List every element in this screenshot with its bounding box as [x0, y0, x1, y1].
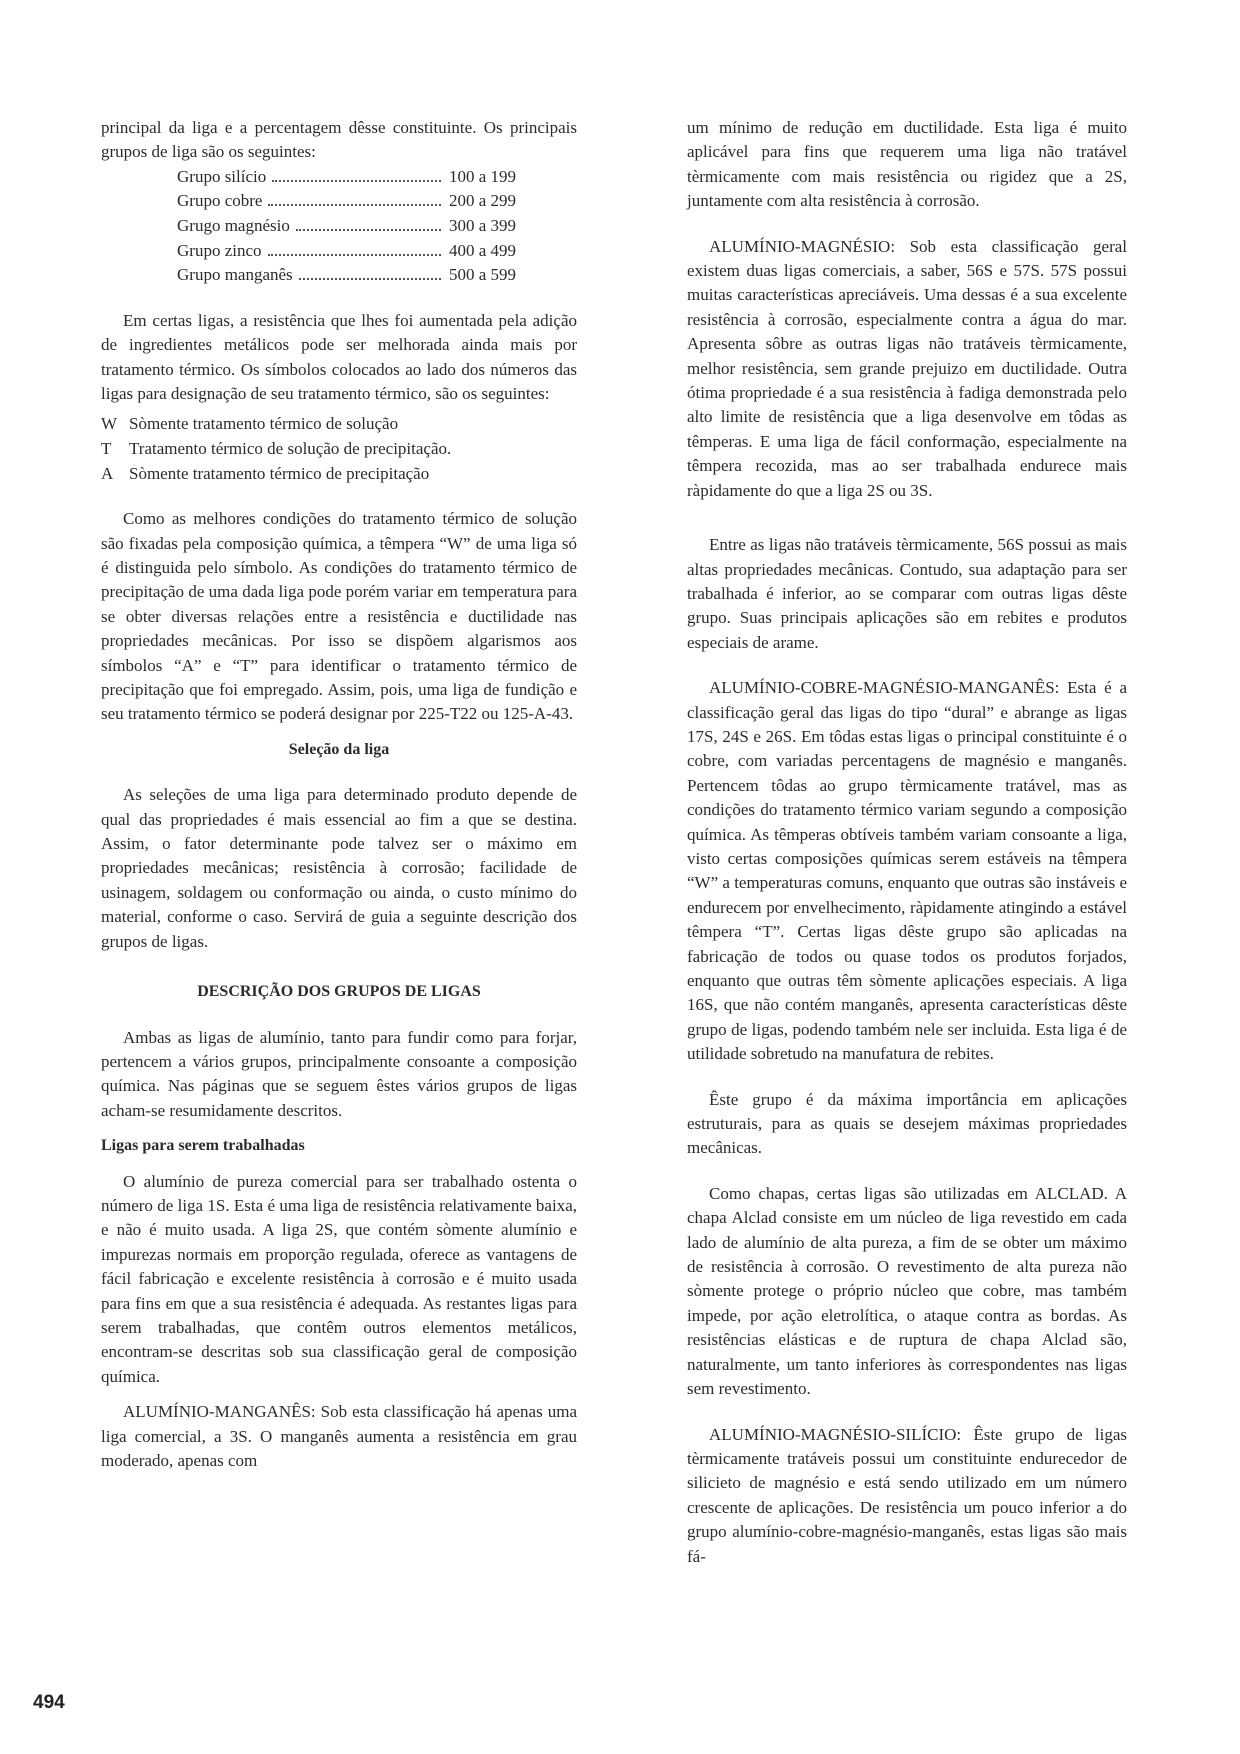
treatment-row: [101, 412, 577, 437]
section-heading-trabalhadas: Ligas para serem trabalhadas: [101, 1137, 305, 1155]
alloy-group-name: Grupo manganês: [177, 265, 293, 285]
treatment-code: A: [101, 463, 114, 483]
alloy-group-range: 200 a 299: [449, 191, 517, 211]
treatment-code: T: [101, 439, 112, 458]
section-heading-selecao: Seleção da liga: [288, 740, 390, 758]
section-heading-descricao: DESCRIÇÃO DOS GRUPOS DE LIGAS: [197, 983, 481, 1001]
alloy-group-row: [177, 239, 541, 264]
intro-paragraph: principal da liga e a percentagem dêsse constituinte. Os principais grupos de liga são os seguintes:: [101, 118, 577, 162]
leader-dots: [268, 254, 441, 256]
treatment-row: [101, 462, 577, 487]
treatment-code: W: [101, 414, 118, 434]
alloy-group-range: 400 a 499: [449, 240, 517, 260]
al-cu-mg-mn-paragraph: ALUMÍNIO-COBRE-MAGNÉSIO-MANGANÊS: Esta é a classificação geral das ligas do tipo “dural” e abrange as ligas 17S, 24S e 26S. Em tôdas estas ligas o principal constituinte é o cobre, com variadas percentagens de magnésio e manganês. Pertencem tôdas ao grupo tèrmicamente tratável, mas as condições do tratamento térmico variam segundo a composição química. As têmperas obtíveis também variam consoante a liga, visto certas composições químicas serem estáveis na têmpera “W” a temperaturas comuns, enquanto que outras são instáveis e endurecem por envelhecimento, ràpidamente atingindo a estável têmpera “T”. Certas ligas dêste grupo são aplicadas na fabricação de todos ou quase todos os produtos forjados, enquanto que outras têm sòmente aplicações especiais. A liga 16S, que não contém manganês, apresenta características dêste grupo de ligas, podendo também nele ser incluida. Esta liga é de utilidade sobretudo na manufatura de rebites.: [687, 678, 1127, 1064]
structural-paragraph: Êste grupo é da máxima importância em aplicações estruturais, para as quais se desejem máximas propriedades mecânicas.: [687, 1089, 1127, 1158]
alloy-group-name: Grugo magnésio: [177, 216, 290, 235]
groups-intro-paragraph: Ambas as ligas de alumínio, tanto para fundir como para forjar, pertencem a vários grupos, principalmente consoante a composição química. Nas páginas que se seguem êstes vários grupos de ligas acham-se resumidamente descritos.: [101, 1027, 577, 1120]
alloy-group-name: Grupo zinco: [177, 240, 262, 260]
leader-dots: [299, 278, 441, 280]
treatment-text: Sòmente tratamento térmico de solução: [129, 414, 399, 434]
alloy-group-range: 100 a 199: [449, 166, 517, 186]
left-column: [101, 116, 577, 1473]
right-column: [687, 116, 1127, 1569]
alloy-group-name: Grupo cobre: [177, 191, 263, 211]
al-mg-si-paragraph: ALUMÍNIO-MAGNÉSIO-SILÍCIO: Êste grupo de ligas tèrmicamente tratáveis possui um constituinte endurecedor de silicieto de magnésio e está sendo utilizado em um número crescente de aplicações. De resistência um pouco inferior a do grupo alumínio-cobre-magnésio-manganês, estas ligas são mais fá-: [687, 1424, 1127, 1566]
leader-dots: [272, 180, 441, 182]
alloy-group-row: [177, 189, 541, 214]
pure-aluminum-paragraph: O alumínio de pureza comercial para ser trabalhado ostenta o número de liga 1S. Esta é uma liga de resistência relativamente baixa, e não é muito usada. A liga 2S, que contém sòmente alumínio e impurezas normais em proporção regulada, oferece as vantagens de fácil fabricação e excelente resistência à corrosão e é muito usada para fins em que a sua resistência é adequada. As restantes ligas para serem trabalhadas, que contêm outros elementos metálicos, encontram-se descritas sob sua classificação geral de composição química.: [101, 1171, 577, 1386]
leader-dots: [268, 204, 441, 206]
alloy-group-range: 500 a 599: [449, 265, 517, 285]
treatment-text: Tratamento térmico de solução de precipitação.: [129, 439, 452, 458]
non-treatable-paragraph: Entre as ligas não tratáveis tèrmicamente, 56S possui as mais altas propriedades mecânicas. Contudo, sua adaptação para ser trabalhada é inferior, ao se comparar com outras ligas dêste grupo. Suas principais aplicações são em rebites e produtos especiais de arame.: [687, 535, 1127, 652]
al-mn-paragraph: ALUMÍNIO-MANGANÊS: Sob esta classificação há apenas uma liga comercial, a 3S. O manganês aumenta a resistência em grau moderado, apenas com: [101, 1402, 577, 1470]
conditions-paragraph: Como as melhores condições do tratamento térmico de solução são fixadas pela composição química, a têmpera “W” de uma liga só é distinguida pelo símbolo. As condições do tratamento térmico de precipitação de uma dada liga pode porém variar em temperatura para se obter diversas relações entre a resistência e ductilidade nas propriedades mecânicas. Por isso se dispõem algarismos aos símbolos “A” e “T” para identificar o tratamento térmico de precipitação que foi empregado. Assim, pois, uma liga de fundição e seu tratamento térmico se poderá designar por 225-T22 ou 125-A-43.: [101, 509, 577, 724]
treatment-text: Sòmente tratamento térmico de precipitação: [129, 463, 430, 483]
alloy-group-row: [177, 214, 541, 239]
leader-dots: [296, 229, 441, 231]
treatment-row: [101, 437, 577, 462]
continuation-paragraph: um mínimo de redução em ductilidade. Esta liga é muito aplicável para fins que requerem uma liga não tratável tèrmicamente com mais resistência ou rigidez que a 2S, juntamente com alta resistência à corrosão.: [687, 118, 1127, 211]
alloy-group-name: Grupo silício: [177, 166, 267, 186]
heat-treatment-paragraph: Em certas ligas, a resistência que lhes foi aumentada pela adição de ingredientes metálicos pode ser melhorada ainda mais por tratamento térmico. Os símbolos colocados ao lado dos números das ligas para designação de seu tratamento térmico, são os seguintes:: [101, 310, 577, 403]
alloy-group-range: 300 a 399: [449, 216, 517, 235]
alloy-group-row: [177, 165, 541, 190]
alclad-paragraph: Como chapas, certas ligas são utilizadas em ALCLAD. A chapa Alclad consiste em um núcleo de liga revestido em cada lado de alumínio de alta pureza, a fim de se obter um máximo de resistência à corrosão. O revestimento de alta pureza não sòmente protege o próprio núcleo que cobre, mas também impede, por ação eletrolítica, o ataque contra as bordas. As resistências elásticas e de ruptura de chapa Alclad são, naturalmente, um tanto inferiores às correspondentes nas ligas sem revestimento.: [687, 1183, 1127, 1399]
selection-paragraph: As seleções de uma liga para determinado produto depende de qual das propriedades é mais essencial ao fim a que se destina. Assim, o fator determinante pode talvez ser o máximo em propriedades mecânicas; resistência à corrosão; facilidade de usinagem, soldagem ou conformação ou ainda, o custo mínimo do material, conforme o caso. Servirá de guia a seguinte descrição dos grupos de ligas.: [101, 785, 577, 951]
al-mg-paragraph: ALUMÍNIO-MAGNÉSIO: Sob esta classificação geral existem duas ligas comerciais, a saber, 56S e 57S. 57S possui muitas características apreciáveis. Uma dessas é a sua excelente resistência à corrosão, especialmente contra a água do mar. Apresenta sôbre as outras ligas não tratáveis tèrmicamente, melhor resistência, sem grande prejuizo em ductilidade. Outra ótima propriedade é a sua resistência à fadiga demonstrada pelo alto limite de resistência que a liga desenvolve em tôdas as têmperas. E uma liga de fácil conformação, especialmente na têmpera recozida, mas ao ser trabalhada endurece mais ràpidamente do que a liga 2S ou 3S.: [687, 236, 1127, 500]
treatment-symbols-list: [101, 412, 577, 486]
page-number: 494: [33, 1692, 65, 1713]
alloy-groups-list: [177, 165, 541, 288]
alloy-group-row: [177, 263, 541, 288]
